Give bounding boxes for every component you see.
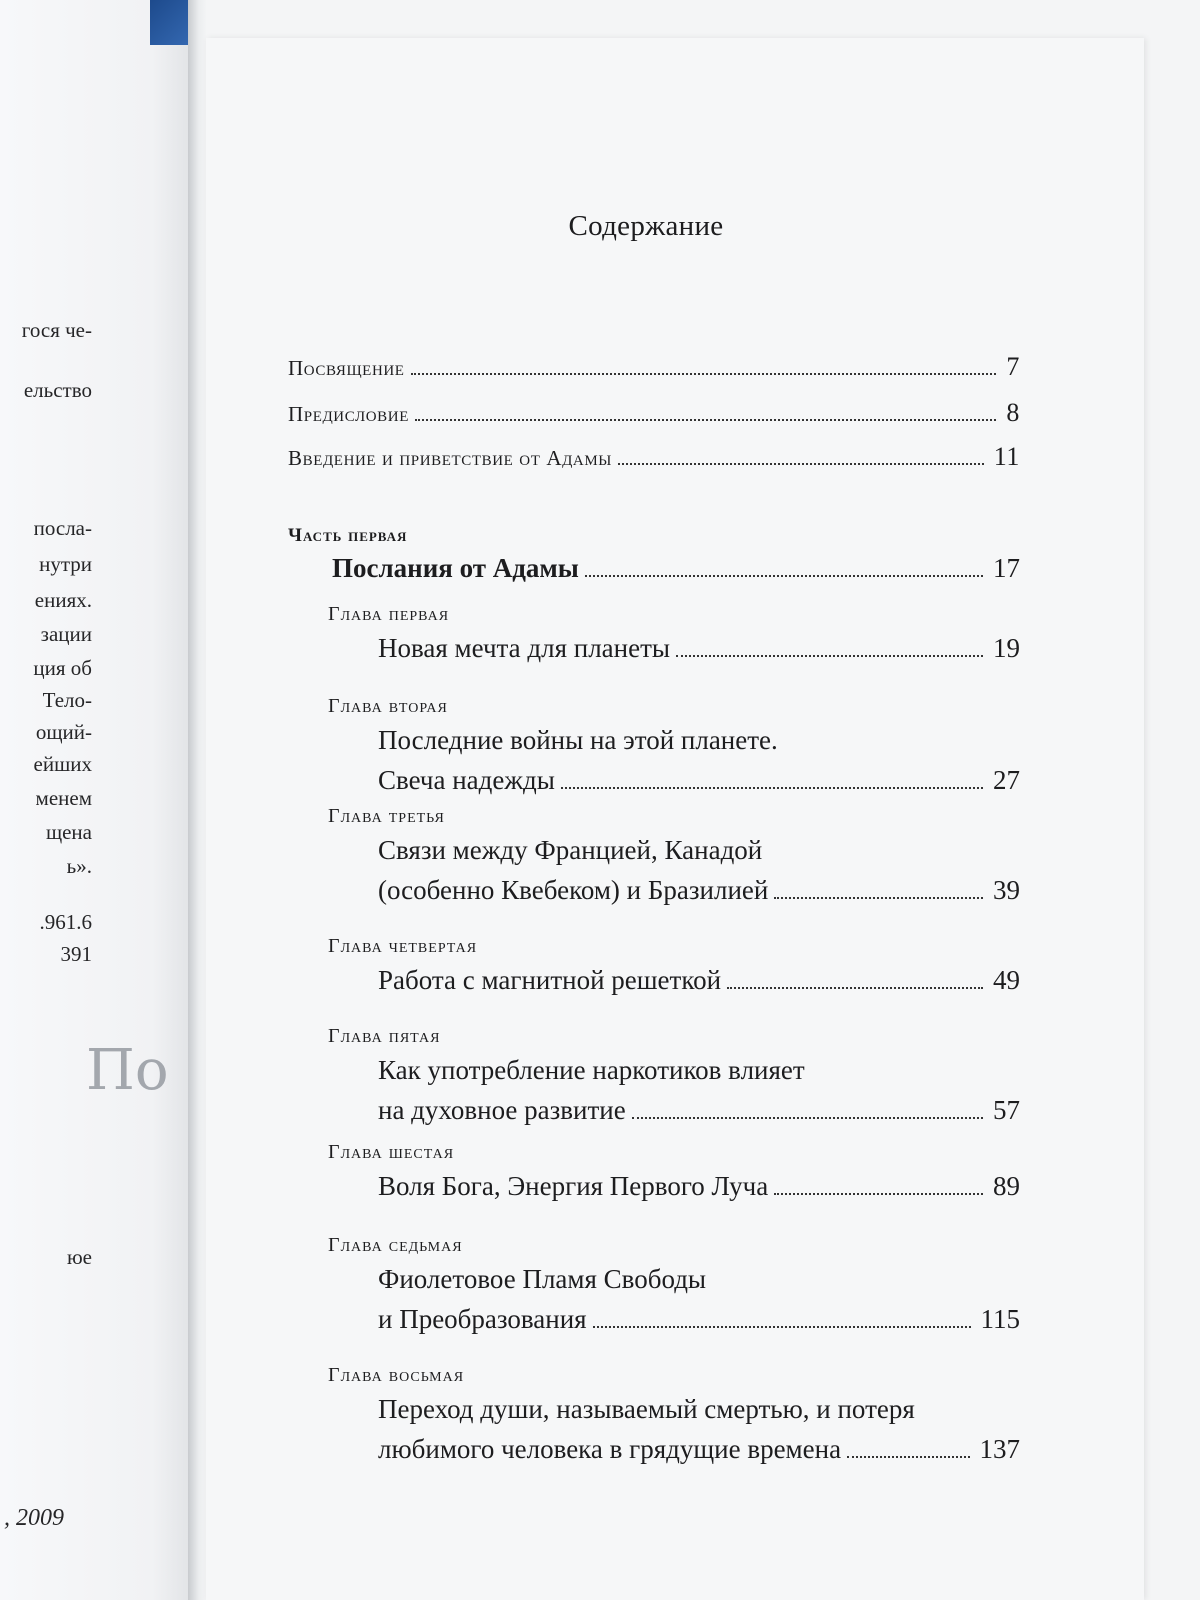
- dot-leader: [774, 897, 983, 899]
- toc-entry-chapter-1[interactable]: [378, 633, 1020, 664]
- part-heading: Часть первая: [288, 525, 408, 546]
- chapter-heading: Глава седьмая: [328, 1234, 463, 1256]
- chapter-title-line[interactable]: Переход души, называемый смертью, и потеря: [378, 1394, 915, 1424]
- toc-entry-page: 137: [979, 1434, 1020, 1464]
- left-page-line: ельство: [23, 378, 92, 402]
- dot-leader: [847, 1456, 969, 1458]
- chapter-title-line[interactable]: Последние войны на этой планете.: [378, 725, 778, 755]
- dot-leader: [632, 1117, 983, 1119]
- left-page-line: щена: [45, 820, 92, 844]
- left-page-line: 391: [60, 942, 92, 966]
- chapter-heading: Глава третья: [328, 805, 445, 827]
- chapter-title-line[interactable]: Как употребление наркотиков влияет: [378, 1055, 805, 1085]
- left-page-line: .961.6: [39, 910, 92, 934]
- toc-entry-dedication[interactable]: [288, 352, 1020, 382]
- chapter-heading: Глава пятая: [328, 1025, 441, 1047]
- toc-entry-label: Введение и приветствие от Адамы: [288, 446, 612, 470]
- left-page-line: ощий-: [35, 720, 92, 744]
- left-page-line: ениях.: [34, 588, 92, 612]
- left-page-line: нутри: [39, 552, 92, 576]
- toc-entry-chapter-2[interactable]: [378, 765, 1020, 796]
- toc-entry-page: 19: [993, 633, 1020, 663]
- dot-leader: [618, 463, 984, 465]
- dot-leader: [415, 419, 996, 421]
- chapter-title-line: на духовное развитие: [378, 1095, 626, 1125]
- toc-entry-label: Предисловие: [288, 402, 409, 426]
- toc-entry-label: Посвящение: [288, 356, 405, 380]
- dot-leader: [676, 655, 983, 657]
- chapter-title-line: (особенно Квебеком) и Бразилией: [378, 875, 769, 905]
- toc-entry-page: 27: [993, 765, 1020, 795]
- chapter-heading: Глава вторая: [328, 695, 448, 717]
- toc-entry-chapter-5[interactable]: [378, 1095, 1020, 1126]
- left-page-line: Тело-: [42, 688, 92, 712]
- left-page-year: , 2009: [4, 1505, 64, 1531]
- left-page-line: юе: [66, 1245, 92, 1269]
- chapter-title-line: Новая мечта для планеты: [378, 633, 671, 663]
- toc-entry-part-one[interactable]: [332, 553, 1020, 584]
- toc-entry-page: 49: [993, 965, 1020, 995]
- toc-entry-page: 8: [1006, 398, 1020, 427]
- left-page-line: менем: [35, 786, 92, 810]
- toc-entry-page: 115: [980, 1304, 1020, 1334]
- left-facing-page: [0, 0, 190, 1600]
- blue-cover-edge: [150, 0, 190, 45]
- chapter-title-line[interactable]: Связи между Францией, Канадой: [378, 835, 763, 865]
- book-gutter: [188, 0, 206, 1600]
- toc-entry-chapter-3[interactable]: [378, 875, 1020, 906]
- toc-entry-label: Послания от Адамы: [332, 553, 579, 583]
- toc-entry-page: 11: [993, 442, 1020, 471]
- chapter-heading: Глава шестая: [328, 1141, 455, 1163]
- chapter-heading: Глава восьмая: [328, 1364, 465, 1386]
- dot-leader: [727, 987, 983, 989]
- toc-entry-page: 7: [1006, 352, 1020, 381]
- chapter-heading: Глава первая: [328, 603, 450, 625]
- dot-leader: [561, 787, 983, 789]
- left-page-line: ейших: [33, 752, 92, 776]
- left-page-line: посла-: [33, 516, 92, 540]
- toc-entry-page: 89: [993, 1171, 1020, 1201]
- left-page-large-text: По: [86, 1038, 169, 1103]
- left-page-line: ь».: [66, 854, 92, 878]
- dot-leader: [585, 575, 983, 577]
- toc-entry-chapter-8[interactable]: [378, 1434, 1020, 1465]
- chapter-title-line: любимого человека в грядущие времена: [378, 1434, 842, 1464]
- toc-entry-page: 57: [993, 1095, 1020, 1125]
- toc-entry-introduction[interactable]: [288, 442, 1020, 472]
- left-page-line: гося че-: [21, 318, 92, 342]
- chapter-title-line: Воля Бога, Энергия Первого Луча: [378, 1171, 769, 1201]
- toc-entry-chapter-7[interactable]: [378, 1304, 1020, 1335]
- chapter-title-line[interactable]: Фиолетовое Пламя Свободы: [378, 1264, 707, 1294]
- dot-leader: [774, 1193, 983, 1195]
- chapter-heading: Глава четвертая: [328, 935, 478, 957]
- chapter-title-line: и Преобразования: [378, 1304, 587, 1334]
- toc-title: Содержание: [568, 210, 724, 242]
- chapter-title-line: Работа с магнитной решеткой: [378, 965, 722, 995]
- toc-entry-page: 17: [993, 553, 1020, 583]
- left-page-line: зации: [40, 622, 92, 646]
- toc-entry-chapter-4[interactable]: [378, 965, 1020, 996]
- toc-entry-chapter-6[interactable]: [378, 1171, 1020, 1202]
- toc-entry-page: 39: [993, 875, 1020, 905]
- toc-page: [206, 38, 1144, 1600]
- dot-leader: [411, 373, 997, 375]
- dot-leader: [593, 1326, 971, 1328]
- toc-entry-preface[interactable]: [288, 398, 1020, 428]
- chapter-title-line: Свеча надежды: [378, 765, 555, 795]
- left-page-line: ция об: [33, 656, 92, 680]
